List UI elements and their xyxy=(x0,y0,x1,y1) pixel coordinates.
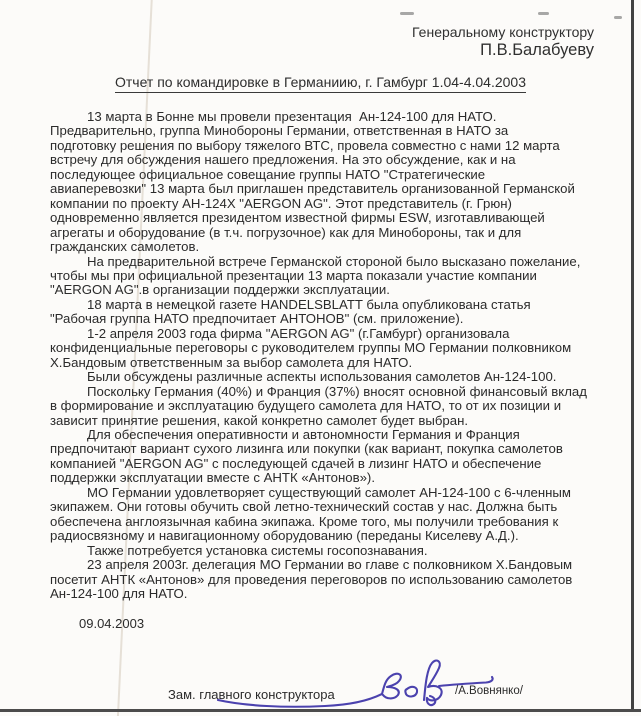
signature-tail xyxy=(218,694,382,707)
body-line: зависит принятие решения, какой конкретно самолет будет выбран. xyxy=(50,412,469,428)
report-title: Отчет по командировке в Германиию, г. Гамбург 1.04-4.04.2003 xyxy=(115,74,526,93)
body-line: 23 апреля 2003г. делегация МО Германии во главе с полковником Х.Бандовым xyxy=(87,557,573,573)
body-line: 18 марта в немецкой газете HANDELSBLATT была опубликована статья xyxy=(87,296,531,312)
title-row xyxy=(0,74,641,93)
scan-edge-bottom xyxy=(0,709,641,712)
body-line: встречу для обсуждения нашего предложения. На это обсуждение, как и на xyxy=(50,152,516,168)
body-line: поддержки эксплуатации вместе с АНТК «Антонов»). xyxy=(50,470,375,486)
body-line: Х.Бандовым ответственным за выбор самолета для НАТО. xyxy=(50,354,413,370)
body-line: посетит АНТК «Антонов» для проведения переговоров по использованию самолетов xyxy=(50,571,573,587)
body-line: Поскольку Германия (40%) и Франция (37%) вносят основной финансовый вклад xyxy=(87,383,587,399)
recipient-title: Генеральному конструктору xyxy=(412,24,594,40)
signature-letter-o xyxy=(405,687,417,697)
body-line: последующее официальное совещание группы НАТО "Стратегические xyxy=(50,166,486,182)
body-line: МО Германии удовлетворяет существующий самолет АН-124-100 с 6-членным xyxy=(87,484,571,500)
scan-speck xyxy=(614,16,622,19)
scan-speck xyxy=(538,12,549,15)
body-line: экипажем. Они готовы обучить свой летно-технический состав у нас. Должна быть xyxy=(50,499,558,515)
body-line: одновременно является президентом известной фирмы ESW, изготавливающей xyxy=(50,210,545,226)
signatory-role: Зам. главного конструктора xyxy=(168,687,335,702)
body-line: Для обеспечения оперативности и автономности Германия и Франция xyxy=(87,426,520,442)
body-line: обеспечена англоязычная кабина экипажа. Кроме того, мы получили требования к xyxy=(50,513,559,529)
body-line: радиосвязному и навигационному оборудованию (переданы Киселеву А.Д.). xyxy=(50,528,519,544)
body-line: Также потребуется установка системы госопознавания. xyxy=(87,542,428,558)
body-line: "Рабочая группа НАТО предпочитает АНТОНОВ" (см. приложение). xyxy=(50,311,464,327)
body-line: компанией "AERGON AG" с последующей сдачей в лизинг НАТО и обеспечение xyxy=(50,455,542,471)
body-line: подготовку решения по выбору тяжелого ВТС, провела совместно с нами 12 марта xyxy=(50,137,560,153)
body-line: "AERGON AG".в организации поддержки эксплуатации. xyxy=(50,282,390,298)
signatory-name: /А.Вовнянко/ xyxy=(455,685,523,697)
body-line: предпочитают вариант сухого лизинга или покупки (как вариант, покупка самолетов xyxy=(50,441,563,457)
report-date: 09.04.2003 xyxy=(79,616,145,631)
body-line: Были обсуждены различные аспекты использования самолетов Ан-124-100. xyxy=(87,369,557,385)
body-line: конфиденциальные переговоры с руководителем группы МО Германии полковником xyxy=(50,340,572,356)
scan-speck xyxy=(400,12,414,15)
body-line: Ан-124-100 для НАТО. xyxy=(50,585,188,601)
body-line: На предварительной встрече Германской стороной было высказано пожелание, xyxy=(87,253,581,269)
body-line: компании по проекту АН-124Х "AERGON AG". Этот представитель (г. Грюн) xyxy=(50,195,512,211)
body-line: Предварительно, группа Минобороны Германии, ответственная в НАТО за xyxy=(50,123,509,139)
body-line: в формирование и эксплуатацию будущего самолета для НАТО, то от их позиции и xyxy=(50,398,562,414)
body-line: чтобы мы при официальной презентации 13 марта показали участие компании xyxy=(50,267,537,283)
scan-edge-right xyxy=(631,0,634,711)
body-line: 1-2 апреля 2003 года фирма "AERGON AG" (г.Гамбург) организовала xyxy=(87,325,510,341)
recipient-name: П.В.Балабуеву xyxy=(480,41,594,59)
signature-letter-v xyxy=(382,674,401,699)
body-line: авиаперевозки" 13 марта был приглашен представитель организованной Германской xyxy=(50,181,575,197)
report-body xyxy=(50,110,628,601)
signature-letter-tall xyxy=(424,661,442,701)
body-line: агрегаты и оборудование (в т.ч. погрузочное) как для Минобороны, так и для xyxy=(50,224,522,240)
body-line: 13 марта в Бонне мы провели презентация Ан-124-100 для НАТО. xyxy=(87,109,497,124)
body-line: гражданских самолетов. xyxy=(50,239,200,255)
recipient-block xyxy=(412,24,594,60)
